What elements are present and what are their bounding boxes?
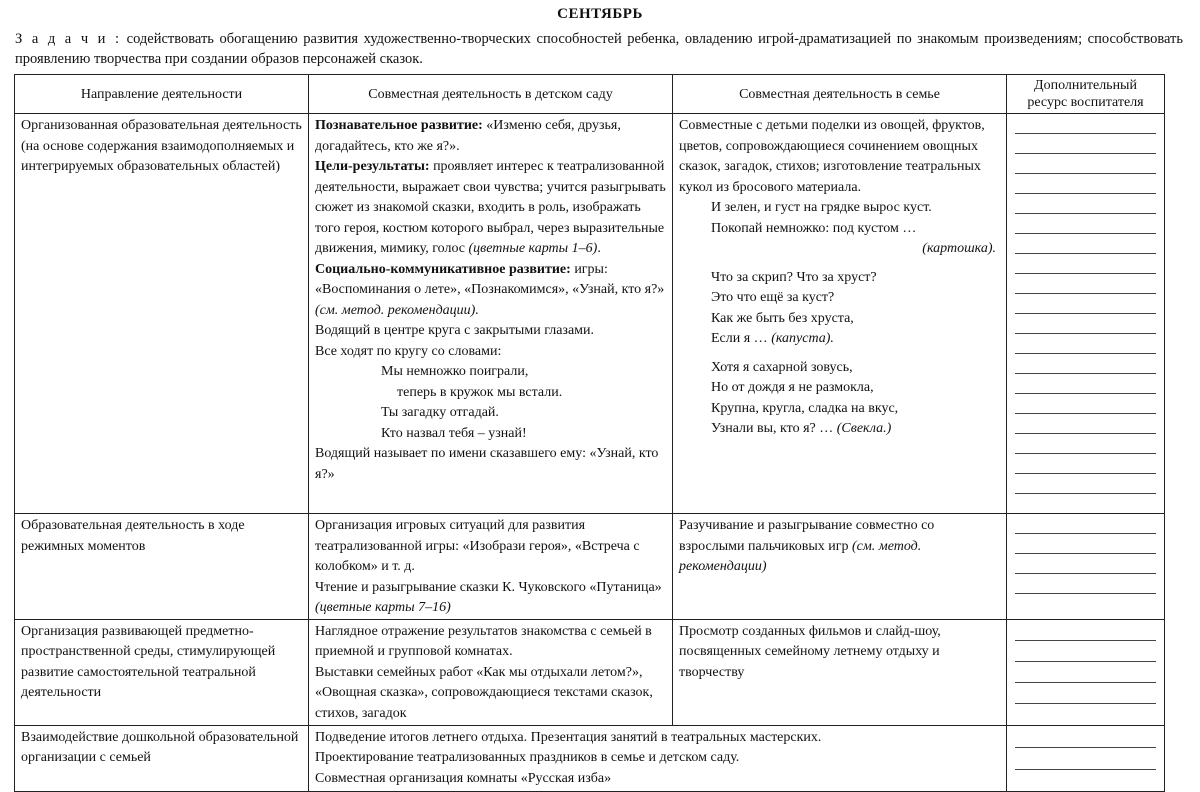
row2-resource <box>1007 514 1165 620</box>
table-row <box>15 619 1165 725</box>
row4-resource <box>1007 725 1165 791</box>
row1-kindergarten: Познавательное развитие: «Изменю себя, друзья, догадайтесь, кто же я?». Цели-результаты: проявляет интерес к театрализованной деятельности, выражает свои чувства; учится разыгрывать сюжет из знакомой сказки, входить в роль, изображать того героя, костюм которого выбрал, через выразительные движения, мимику, голос (цветные карты 1–6). Социально-коммуникативное развитие: игры: «Воспоминания о лете», «Познакомимся», «Узнай, кто я?» (см. метод. рекомендации). Водящий в центре круга с закрытыми глазами. Все ходят по кругу со словами: Мы немножко поиграли, теперь в кружок мы встали. Ты загадку отгадай. Кто назвал тебя – узнай! Водящий называет по имени сказавшего ему: «Узнай, кто я?» <box>309 114 673 514</box>
riddle-beet: Хотя я сахарной зовусь, Но от дождя я не размокла, Крупна, кругла, сладка на вкус, Узнали вы, кто я? … (Свекла.) <box>711 359 899 436</box>
row2-family: Разучивание и разыгрывание совместно со взрослыми пальчиковых игр (см. метод. рекомендации) <box>673 514 1007 620</box>
table-row <box>15 725 1165 791</box>
tasks-paragraph <box>15 29 1183 69</box>
row1-direction: Организованная образовательная деятельность (на основе содержания взаимодополняемых и интегрируемых образовательных областей) <box>15 114 309 514</box>
resource-lines <box>1013 620 1158 724</box>
header-direction: Направление деятельности <box>15 75 309 114</box>
resource-lines <box>1013 726 1158 791</box>
row3-direction: Организация развивающей предметно-пространственной среды, стимулирующей развитие самостоятельной театральной деятельности <box>15 619 309 725</box>
activity-plan-table <box>14 74 1165 792</box>
table-row <box>15 514 1165 620</box>
row3-resource <box>1007 619 1165 725</box>
row4-direction: Взаимодействие дошкольной образовательной организации с семьей <box>15 725 309 791</box>
header-resource: Дополнительный ресурс воспитателя <box>1007 75 1165 114</box>
resource-lines <box>1013 114 1158 513</box>
header-kindergarten: Совместная деятельность в детском саду <box>309 75 673 114</box>
row4-joint: Подведение итогов летнего отдыха. Презентация занятий в театральных мастерских. Проектирование театрализованных праздников в семье и детском саду. Совместная организация комнаты «Русская изба» <box>309 725 1007 791</box>
table-header-row <box>15 75 1165 114</box>
row2-kindergarten: Организация игровых ситуаций для развития театрализованной игры: «Изобрази героя», «Встреча с колобком» и т. д. Чтение и разыгрывание сказки К. Чуковского «Путаница» (цветные карты 7–16) <box>309 514 673 620</box>
row2-direction: Образовательная деятельность в ходе режимных моментов <box>15 514 309 620</box>
header-family: Совместная деятельность в семье <box>673 75 1007 114</box>
row1-resource <box>1007 114 1165 514</box>
row3-family: Просмотр созданных фильмов и слайд-шоу, посвященных семейному летнему отдыху и творчеству <box>673 619 1007 725</box>
table-row <box>15 114 1165 514</box>
tasks-label: З а д а ч и : <box>15 31 122 47</box>
riddle-cabbage: Что за скрип? Что за хруст? Это что ещё за куст? Как же быть без хруста, Если я … (капуста). <box>711 269 877 346</box>
resource-lines <box>1013 514 1158 613</box>
riddle-potato: И зелен, и густ на грядке вырос куст. Покопай немножко: под кустом … (картошка). <box>711 200 996 256</box>
row1-family: Совместные с детьми поделки из овощей, фруктов, цветов, сопровождающиеся сочинением овощных сказок, загадок, стихов; изготовление театральных кукол из бросового материала. И зелен, и густ на грядке вырос куст. Покопай немножко: под кустом … (картошка). Что за скрип? Что за хруст? Это что ещё за куст? Как же быть без хруста, Если я … (капуста). Хотя я сахарной зовусь, Но от дождя я не размокла, Крупна, кругла, сладка на вкус, Узнали вы, кто я? … (Свекла.) <box>673 114 1007 514</box>
page-title: СЕНТЯБРЬ <box>557 6 643 22</box>
tasks-text: содействовать обогащению развития художественно-творческих способностей ребенка, овладению игрой-драматизацией по знакомым произведениям; способствовать проявлению творчества при создании образов персонажей сказок. <box>15 31 1183 67</box>
row3-kindergarten: Наглядное отражение результатов знакомства с семьей в приемной и групповой комнатах. Выставки семейных работ «Как мы отдыхали летом?», «Овощная сказка», сопровождающиеся текстами сказок, стихов, загадок <box>309 619 673 725</box>
